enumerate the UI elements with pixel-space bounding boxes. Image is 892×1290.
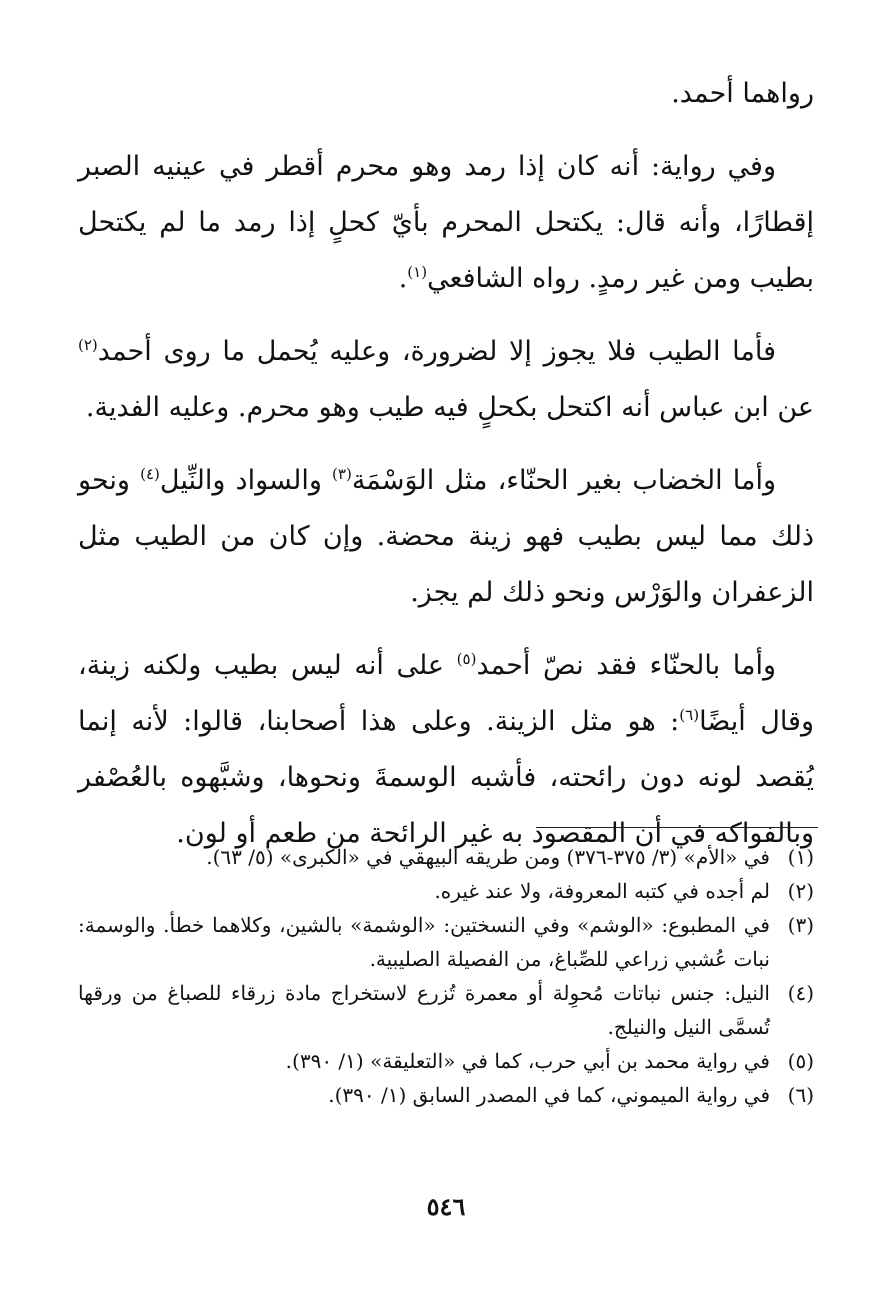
paragraph-5-text-c: : هو مثل الزينة. وعلى هذا أصحابنا، قالوا: لأنه إنما يُقصد لونه دون رائحته، فأشبه الوسمةَ ونحوها، وشبَّهوه بالعُصْفر وبالفواكه في أن المقصود به غير الرائحة من طعم أو لون. — [78, 706, 814, 849]
footnote-text: في رواية الميموني، كما في المصدر السابق (١/ ٣٩٠). — [328, 1083, 770, 1107]
paragraph-5 — [78, 638, 814, 862]
paragraph-4-text-a: وأما الخضاب بغير الحنّاء، مثل الوَسْمَة — [351, 465, 776, 496]
footnote-text: في «الأم» (٣/ ٣٧٥-٣٧٦) ومن طريقه البيهقي في «الكبرى» (٥/ ٦٣). — [206, 845, 770, 869]
footnote-text: لم أجده في كتبه المعروفة، ولا عند غيره. — [434, 879, 770, 903]
paragraph-2 — [78, 139, 814, 307]
paragraph-5-text-a: وأما بالحنّاء فقد نصّ أحمد — [476, 650, 776, 681]
footnote-ref-3[interactable]: (٣) — [332, 465, 352, 483]
footnote-1 — [78, 840, 814, 874]
footnote-ref-2[interactable]: (٢) — [78, 336, 98, 354]
footnote-number: (٥) — [787, 1049, 814, 1073]
footnote-2 — [78, 874, 814, 908]
footnote-ref-5[interactable]: (٥) — [456, 650, 477, 668]
main-text — [78, 66, 814, 879]
footnote-number: (١) — [787, 845, 814, 869]
page-number: ٥٤٦ — [426, 1192, 466, 1221]
paragraph-1-text: رواهما أحمد. — [671, 78, 814, 109]
paragraph-3 — [78, 324, 814, 436]
footnote-divider — [536, 827, 818, 828]
footnote-number: (٤) — [787, 981, 814, 1005]
footnote-number: (٢) — [787, 879, 814, 903]
footnote-number: (٣) — [787, 913, 814, 937]
footnotes — [78, 840, 814, 1112]
footnote-3 — [78, 908, 814, 976]
paragraph-4 — [78, 453, 814, 621]
footnote-4 — [78, 976, 814, 1044]
paragraph-2-text-a: وفي رواية: أنه كان إذا رمد وهو محرم أقطر في عينيه الصبر إقطارًا، وأنه قال: يكتحل المحرم بأيّ كحلٍ إذا رمد ما لم يكتحل بطيب ومن غير رمدٍ. رواه الشافعي — [78, 151, 814, 294]
footnote-text: في المطبوع: «الوشم» وفي النسختين: «الوشمة» بالشين، وكلاهما خطأ. والوسمة: نبات عُشبي زراعي للصِّباغ، من الفصيلة الصليبية. — [78, 913, 770, 971]
paragraph-4-text-b: والسواد والنِّيل — [159, 465, 333, 496]
paragraph-3-text-a: فأما الطيب فلا يجوز إلا لضرورة، وعليه يُحمل ما روى أحمد — [97, 336, 776, 367]
footnote-6 — [78, 1078, 814, 1112]
paragraph-5-text-b: على أنه ليس بطيب ولكنه زينة، وقال أيضًا — [78, 650, 814, 737]
footnote-ref-4[interactable]: (٤) — [140, 465, 160, 483]
footnote-5 — [78, 1044, 814, 1078]
footnote-ref-6[interactable]: (٦) — [679, 706, 700, 724]
paragraph-2-text-b: . — [398, 263, 408, 294]
footnote-text: في رواية محمد بن أبي حرب، كما في «التعليقة» (١/ ٣٩٠). — [285, 1049, 770, 1073]
footnote-ref-1[interactable]: (١) — [407, 263, 428, 281]
paragraph-4-text-c: ونحو ذلك مما ليس بطيب فهو زينة محضة. وإن كان من الطيب مثل الزعفران والوَرْس ونحو ذلك لم يجز. — [78, 465, 814, 608]
footnote-number: (٦) — [787, 1083, 814, 1107]
paragraph-3-text-b: عن ابن عباس أنه اكتحل بكحلٍ فيه طيب وهو محرم. وعليه الفدية. — [85, 392, 814, 423]
paragraph-1 — [78, 66, 814, 122]
footnote-text: النيل: جنس نباتات مُحوِلة أو معمرة تُزرع لاستخراج مادة زرقاء للصباغ من ورقها تُسمَّى النيل والنيلج. — [78, 981, 770, 1039]
